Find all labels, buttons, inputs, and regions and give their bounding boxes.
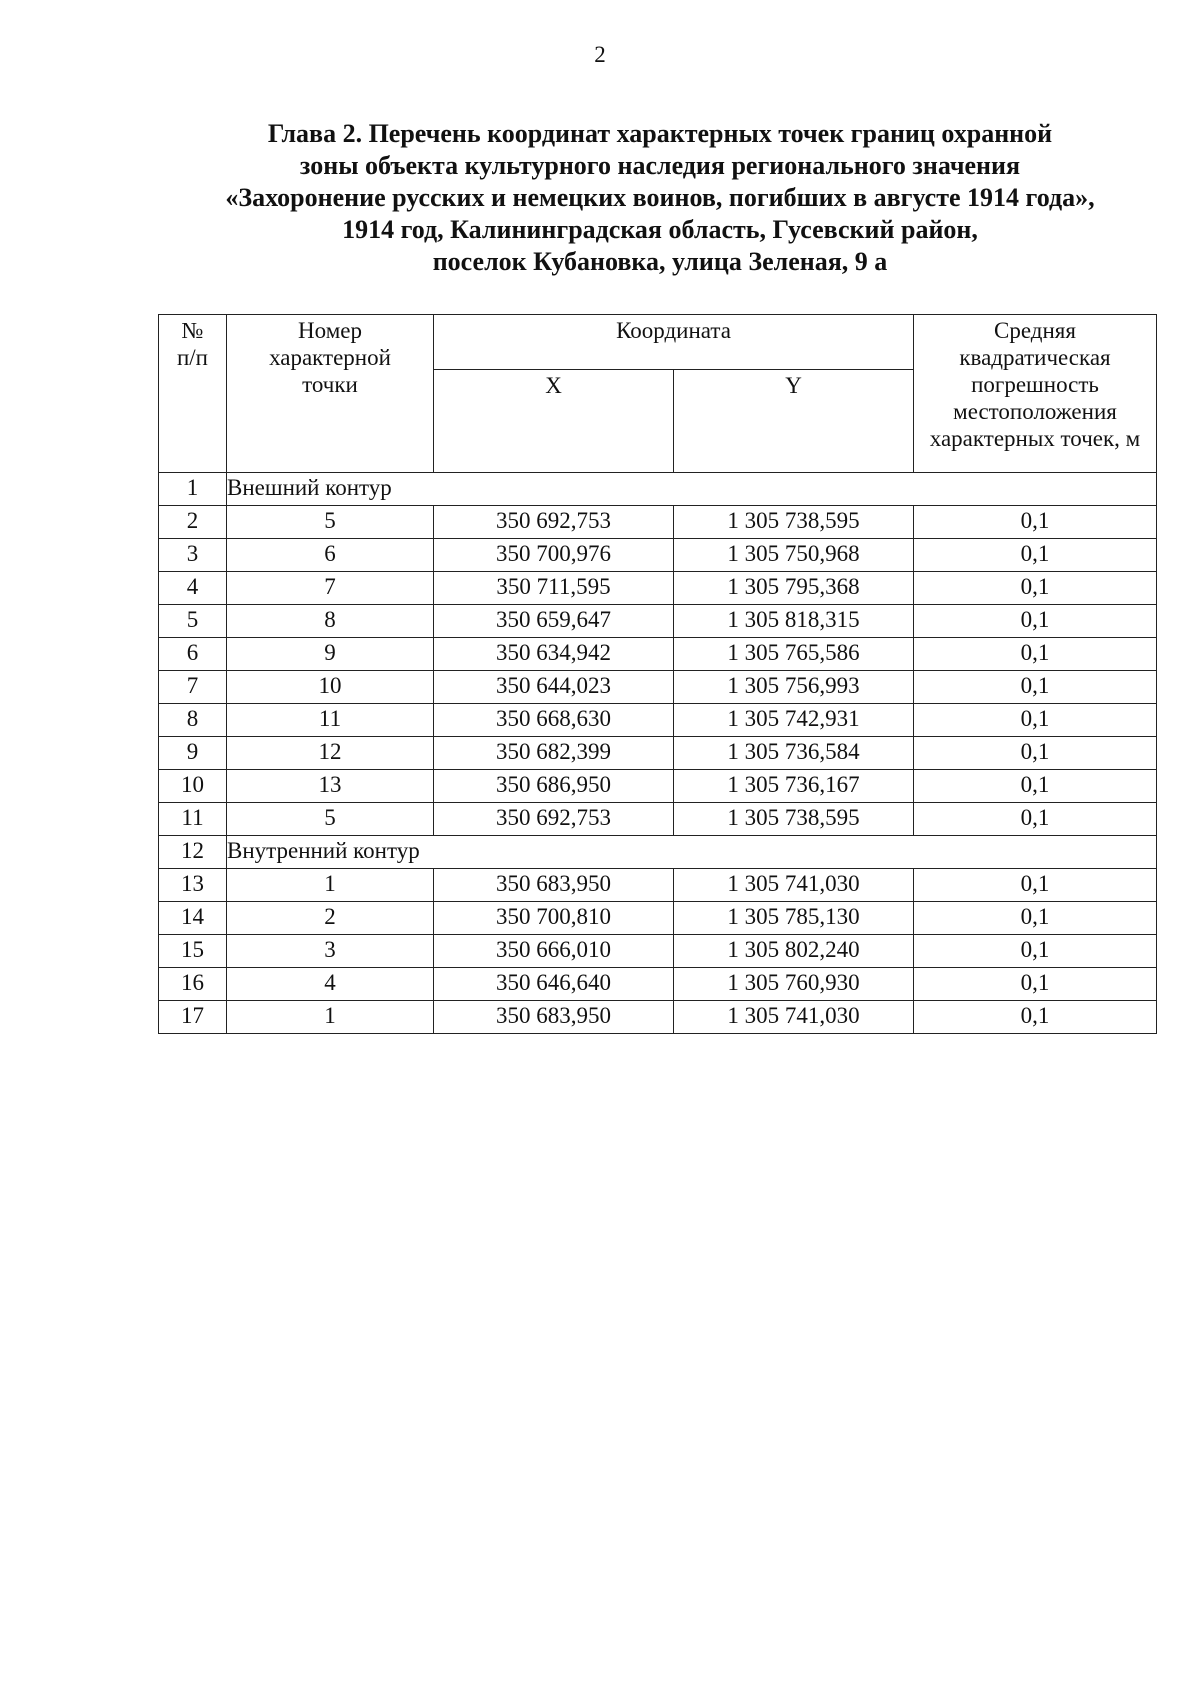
- title-line: «Захоронение русских и немецких воинов, погибших в августе 1914 года»,: [225, 183, 1095, 212]
- header-error-line: характерных точек, м: [929, 426, 1141, 451]
- table-section-row: [159, 836, 1157, 869]
- cell-num: 10: [159, 770, 227, 803]
- cell-point: 10: [227, 671, 434, 704]
- cell-y: 1 305 785,130: [674, 902, 914, 935]
- table-row: [159, 671, 1157, 704]
- table-section-row: [159, 473, 1157, 506]
- cell-y: 1 305 738,595: [674, 506, 914, 539]
- cell-y: 1 305 756,993: [674, 671, 914, 704]
- cell-error: 0,1: [914, 638, 1157, 671]
- table-header: [159, 315, 1157, 473]
- cell-num: 1: [159, 473, 227, 506]
- cell-point: 12: [227, 737, 434, 770]
- cell-num: 12: [159, 836, 227, 869]
- table-row: [159, 935, 1157, 968]
- cell-point: 7: [227, 572, 434, 605]
- table-row: [159, 704, 1157, 737]
- header-error-line: квадратическая: [959, 345, 1111, 370]
- cell-error: 0,1: [914, 869, 1157, 902]
- cell-y: 1 305 738,595: [674, 803, 914, 836]
- table-row: [159, 770, 1157, 803]
- table-row: [159, 539, 1157, 572]
- cell-error: 0,1: [914, 737, 1157, 770]
- cell-y: 1 305 736,167: [674, 770, 914, 803]
- cell-num: 15: [159, 935, 227, 968]
- cell-y: 1 305 802,240: [674, 935, 914, 968]
- cell-point: 1: [227, 1001, 434, 1034]
- cell-point: 1: [227, 869, 434, 902]
- cell-x: 350 683,950: [434, 1001, 674, 1034]
- cell-point: 5: [227, 803, 434, 836]
- cell-x: 350 666,010: [434, 935, 674, 968]
- cell-x: 350 692,753: [434, 506, 674, 539]
- cell-x: 350 644,023: [434, 671, 674, 704]
- cell-error: 0,1: [914, 671, 1157, 704]
- cell-num: 17: [159, 1001, 227, 1034]
- cell-x: 350 646,640: [434, 968, 674, 1001]
- table-row: [159, 572, 1157, 605]
- cell-point: 11: [227, 704, 434, 737]
- cell-num: 4: [159, 572, 227, 605]
- header-error-line: Средняя: [994, 318, 1076, 343]
- cell-point: 8: [227, 605, 434, 638]
- header-coordinate: Координата: [434, 315, 914, 370]
- cell-point: 2: [227, 902, 434, 935]
- cell-error: 0,1: [914, 902, 1157, 935]
- header-x: X: [434, 370, 674, 473]
- document-title: [130, 118, 1190, 278]
- cell-y: 1 305 736,584: [674, 737, 914, 770]
- cell-num: 5: [159, 605, 227, 638]
- header-num: [159, 315, 227, 473]
- cell-point: 6: [227, 539, 434, 572]
- table-row: [159, 605, 1157, 638]
- cell-section-title: Внутренний контур: [227, 836, 1157, 869]
- title-line: поселок Кубановка, улица Зеленая, 9 а: [432, 247, 888, 276]
- cell-num: 8: [159, 704, 227, 737]
- cell-num: 14: [159, 902, 227, 935]
- table-row: [159, 506, 1157, 539]
- cell-error: 0,1: [914, 572, 1157, 605]
- title-line: Глава 2. Перечень координат характерных точек границ охранной: [267, 119, 1053, 148]
- table-row: [159, 968, 1157, 1001]
- cell-x: 350 634,942: [434, 638, 674, 671]
- cell-y: 1 305 765,586: [674, 638, 914, 671]
- cell-num: 3: [159, 539, 227, 572]
- cell-num: 9: [159, 737, 227, 770]
- cell-error: 0,1: [914, 506, 1157, 539]
- cell-error: 0,1: [914, 968, 1157, 1001]
- title-line: 1914 год, Калининградская область, Гусевский район,: [342, 215, 978, 244]
- header-error-line: местоположения: [953, 399, 1117, 424]
- cell-num: 2: [159, 506, 227, 539]
- header-num-line: №: [181, 318, 204, 343]
- cell-point: 3: [227, 935, 434, 968]
- cell-point: 5: [227, 506, 434, 539]
- cell-point: 9: [227, 638, 434, 671]
- cell-x: 350 686,950: [434, 770, 674, 803]
- title-line: зоны объекта культурного наследия регионального значения: [299, 151, 1021, 180]
- cell-x: 350 659,647: [434, 605, 674, 638]
- cell-error: 0,1: [914, 605, 1157, 638]
- cell-x: 350 692,753: [434, 803, 674, 836]
- cell-error: 0,1: [914, 803, 1157, 836]
- coordinates-table: [158, 314, 1157, 1034]
- table-row: [159, 1001, 1157, 1034]
- cell-x: 350 711,595: [434, 572, 674, 605]
- cell-num: 6: [159, 638, 227, 671]
- header-error: [914, 315, 1157, 473]
- table-row: [159, 803, 1157, 836]
- header-error-line: погрешность: [971, 372, 1099, 397]
- cell-x: 350 700,976: [434, 539, 674, 572]
- table-row: [159, 902, 1157, 935]
- cell-point: 13: [227, 770, 434, 803]
- header-point-line: характерной: [269, 345, 391, 370]
- header-point-line: точки: [302, 372, 358, 397]
- cell-y: 1 305 750,968: [674, 539, 914, 572]
- table-body: [159, 473, 1157, 1034]
- cell-section-title: Внешний контур: [227, 473, 1157, 506]
- table-row: [159, 737, 1157, 770]
- cell-x: 350 668,630: [434, 704, 674, 737]
- cell-point: 4: [227, 968, 434, 1001]
- table-row: [159, 869, 1157, 902]
- cell-error: 0,1: [914, 539, 1157, 572]
- cell-y: 1 305 795,368: [674, 572, 914, 605]
- cell-num: 11: [159, 803, 227, 836]
- cell-y: 1 305 818,315: [674, 605, 914, 638]
- cell-x: 350 682,399: [434, 737, 674, 770]
- cell-error: 0,1: [914, 1001, 1157, 1034]
- header-point-line: Номер: [298, 318, 362, 343]
- header-point: [227, 315, 434, 473]
- table-row: [159, 638, 1157, 671]
- cell-x: 350 683,950: [434, 869, 674, 902]
- cell-num: 7: [159, 671, 227, 704]
- cell-y: 1 305 742,931: [674, 704, 914, 737]
- cell-y: 1 305 741,030: [674, 1001, 914, 1034]
- header-num-line: п/п: [176, 345, 208, 370]
- cell-error: 0,1: [914, 704, 1157, 737]
- page-number: 2: [594, 42, 606, 67]
- cell-error: 0,1: [914, 770, 1157, 803]
- cell-error: 0,1: [914, 935, 1157, 968]
- cell-y: 1 305 760,930: [674, 968, 914, 1001]
- cell-y: 1 305 741,030: [674, 869, 914, 902]
- cell-x: 350 700,810: [434, 902, 674, 935]
- header-y: Y: [674, 370, 914, 473]
- cell-num: 13: [159, 869, 227, 902]
- cell-num: 16: [159, 968, 227, 1001]
